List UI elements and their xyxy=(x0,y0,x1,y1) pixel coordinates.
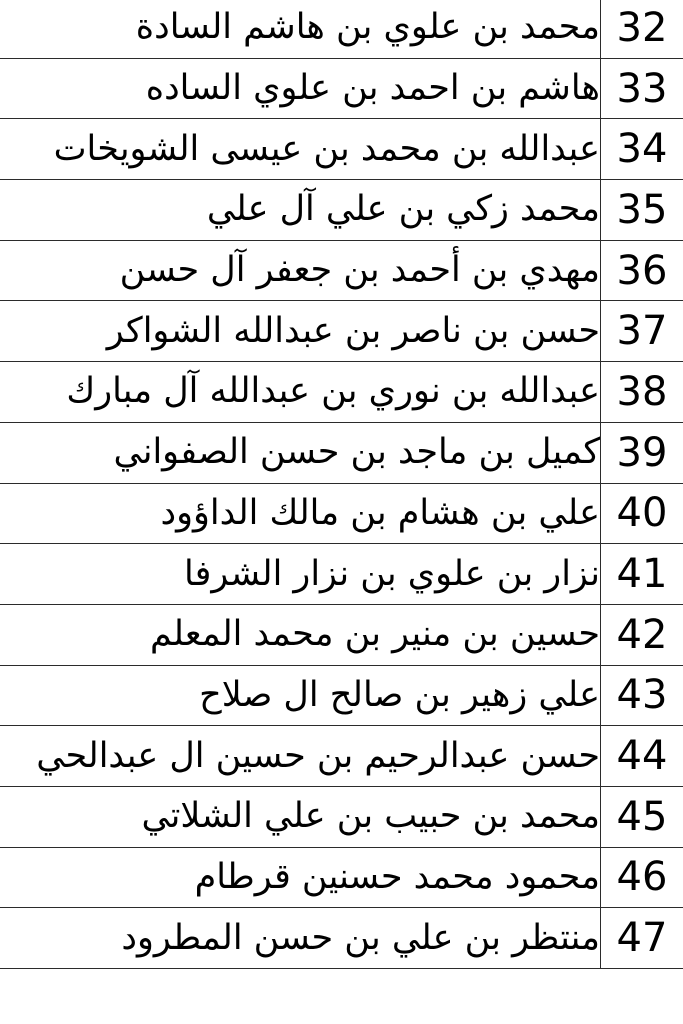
number-cell xyxy=(601,908,683,969)
name-text: محمد بن حبيب بن علي الشلاتي xyxy=(141,796,600,837)
number-text: 44 xyxy=(616,733,668,780)
name-cell xyxy=(0,604,601,665)
table-row xyxy=(0,665,683,726)
name-cell xyxy=(0,726,601,787)
number-cell xyxy=(601,240,683,301)
name-text: علي بن هشام بن مالك الداؤود xyxy=(160,492,600,533)
table-row xyxy=(0,908,683,969)
name-text: حسن بن ناصر بن عبدالله الشواكر xyxy=(106,310,600,351)
number-text: 41 xyxy=(616,551,668,598)
name-cell xyxy=(0,483,601,544)
table-row xyxy=(0,240,683,301)
name-text: منتظر بن علي بن حسن المطرود xyxy=(121,917,600,958)
name-cell xyxy=(0,301,601,362)
name-text: كميل بن ماجد بن حسن الصفواني xyxy=(113,432,600,473)
name-cell xyxy=(0,786,601,847)
table-row xyxy=(0,180,683,241)
name-cell xyxy=(0,58,601,119)
number-text: 46 xyxy=(616,854,668,901)
name-cell xyxy=(0,665,601,726)
name-cell xyxy=(0,544,601,605)
number-cell xyxy=(601,301,683,362)
table-row xyxy=(0,786,683,847)
number-cell xyxy=(601,544,683,605)
name-text: عبدالله بن نوري بن عبدالله آل مبارك xyxy=(66,371,600,412)
name-text: عبدالله بن محمد بن عيسى الشويخات xyxy=(53,128,600,169)
number-cell xyxy=(601,483,683,544)
name-cell xyxy=(0,422,601,483)
number-text: 45 xyxy=(616,793,668,840)
name-text: حسن عبدالرحيم بن حسين ال عبدالحي xyxy=(36,735,600,776)
name-text: هاشم بن احمد بن علوي الساده xyxy=(145,68,600,109)
table-row xyxy=(0,301,683,362)
table-row xyxy=(0,544,683,605)
number-cell xyxy=(601,786,683,847)
number-cell xyxy=(601,119,683,180)
number-text: 37 xyxy=(616,308,668,355)
number-text: 36 xyxy=(616,247,668,294)
name-cell xyxy=(0,908,601,969)
name-cell xyxy=(0,362,601,423)
number-text: 34 xyxy=(616,126,668,173)
name-text: مهدي بن أحمد بن جعفر آل حسن xyxy=(119,250,600,291)
number-cell xyxy=(601,422,683,483)
name-text: نزار بن علوي بن نزار الشرفا xyxy=(183,553,600,594)
table-row xyxy=(0,119,683,180)
name-cell xyxy=(0,0,601,58)
name-cell xyxy=(0,240,601,301)
number-text: 42 xyxy=(616,611,668,658)
number-text: 32 xyxy=(616,4,668,51)
number-cell xyxy=(601,0,683,58)
table-row xyxy=(0,0,683,58)
number-text: 39 xyxy=(616,429,668,476)
table-row xyxy=(0,604,683,665)
table-row xyxy=(0,58,683,119)
name-cell xyxy=(0,180,601,241)
number-cell xyxy=(601,362,683,423)
table-row xyxy=(0,847,683,908)
number-cell xyxy=(601,58,683,119)
name-text: حسين بن منير بن محمد المعلم xyxy=(150,614,600,655)
name-cell xyxy=(0,847,601,908)
name-text: محمود محمد حسنين قرطام xyxy=(194,856,600,897)
name-text: محمد زكي بن علي آل علي xyxy=(206,189,600,230)
table-row xyxy=(0,422,683,483)
table-row xyxy=(0,483,683,544)
name-cell xyxy=(0,119,601,180)
table-row xyxy=(0,362,683,423)
number-text: 35 xyxy=(616,186,668,233)
name-text: علي زهير بن صالح ال صلاح xyxy=(199,674,600,715)
name-text: محمد بن علوي بن هاشم السادة xyxy=(135,7,600,48)
number-cell xyxy=(601,665,683,726)
table-row xyxy=(0,726,683,787)
number-text: 43 xyxy=(616,672,668,719)
number-text: 40 xyxy=(616,490,668,537)
number-text: 38 xyxy=(616,368,668,415)
number-cell xyxy=(601,726,683,787)
number-cell xyxy=(601,180,683,241)
number-text: 47 xyxy=(616,915,668,962)
number-text: 33 xyxy=(616,65,668,112)
number-cell xyxy=(601,847,683,908)
number-cell xyxy=(601,604,683,665)
